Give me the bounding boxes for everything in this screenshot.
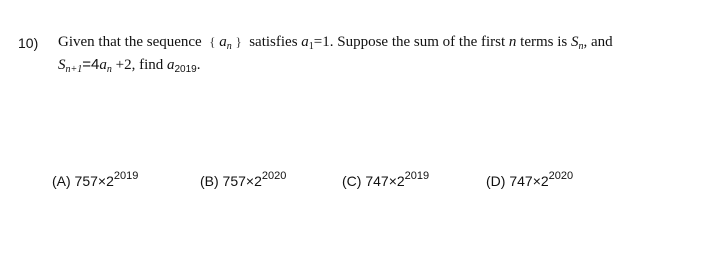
answer-options — [0, 170, 703, 200]
times-sign: × — [532, 173, 541, 189]
option-b[interactable] — [200, 170, 286, 189]
recurrence-s: S — [58, 57, 66, 73]
option-label: (A) 757 — [52, 173, 98, 189]
a1-sub: 1 — [308, 41, 314, 52]
option-base: 2 — [106, 173, 114, 189]
find-var: a — [166, 57, 175, 73]
recurrence-a: a — [99, 57, 107, 73]
recurrence-a-sub: n — [106, 64, 112, 75]
option-exponent: 2020 — [261, 170, 287, 182]
sn-sub: n — [578, 41, 584, 52]
option-exponent: 2019 — [404, 170, 430, 182]
option-base: 2 — [254, 173, 262, 189]
option-d[interactable] — [486, 170, 573, 189]
question-number: 10) — [18, 35, 39, 51]
satisfies-text: satisfies — [249, 34, 298, 50]
option-base: 2 — [396, 173, 405, 189]
option-exponent: 2020 — [548, 170, 574, 182]
suppose-text: . Suppose the sum of the first — [329, 34, 506, 50]
a1-var: a — [301, 34, 309, 50]
sequence-notation — [205, 34, 245, 50]
period: . — [196, 57, 201, 73]
find-sub: 2019 — [174, 64, 197, 75]
brace-close: } — [235, 34, 242, 49]
recurrence-eq: =4 — [82, 56, 100, 73]
sequence-var: a — [219, 34, 227, 50]
brace-open: { — [209, 34, 216, 49]
question-intro: Given that the sequence — [58, 34, 202, 50]
sn-var: S — [571, 34, 579, 50]
and-text: , and — [583, 34, 613, 50]
option-label: (D) 747 — [486, 173, 533, 189]
question-line-2 — [58, 56, 200, 75]
option-label: (C) 747 — [342, 173, 389, 189]
option-exponent: 2019 — [113, 170, 139, 182]
option-a[interactable] — [52, 170, 138, 189]
sequence-sub: n — [226, 41, 232, 52]
recurrence-s-sub: n+1 — [65, 64, 83, 75]
n-var: n — [508, 34, 517, 50]
option-base: 2 — [540, 173, 549, 189]
question-line-1 — [58, 34, 613, 52]
terms-text: terms is — [520, 34, 568, 50]
times-sign: × — [388, 173, 397, 189]
recurrence-plus: +2, find — [111, 57, 164, 73]
a1-eq: =1 — [313, 34, 330, 50]
times-sign: × — [245, 173, 255, 189]
option-c[interactable] — [342, 170, 429, 189]
times-sign: × — [97, 173, 107, 189]
option-label: (B) 757 — [200, 173, 246, 189]
